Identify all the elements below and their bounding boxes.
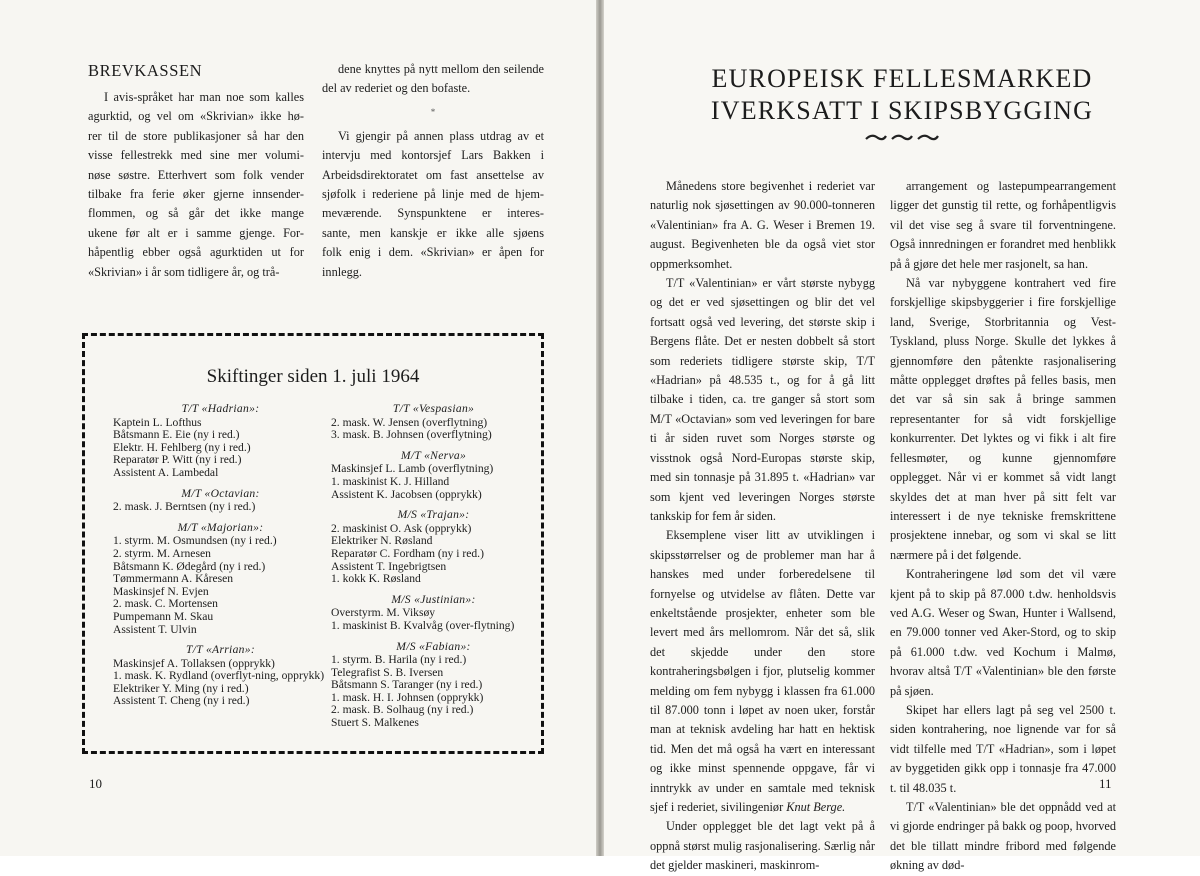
skiftinger-right-column: [331, 403, 536, 730]
crew-entry: 1. styrm. M. Osmundsen (ny i red.): [113, 534, 277, 548]
paragraph-text: Under opplegget ble det lagt vekt på å oppnå størst mulig rasjonalisering. Særlig når det gjelder maskineri, maskinrom-: [650, 819, 875, 873]
crew-entry: 2. styrm. M. Arnesen: [113, 546, 211, 560]
text-line: sante, men kanskje er ikke alle sjøens: [322, 225, 544, 240]
crew-entry: Kaptein L. Lofthus: [113, 415, 202, 429]
crew-entry: 1. maskinist K. J. Hilland: [331, 474, 450, 488]
crew-entry: Assistent K. Jacobsen (opprykk): [331, 487, 482, 501]
ornament-flourish: [604, 130, 1200, 149]
crew-entry: 3. mask. B. Johnsen (overflytning): [331, 428, 492, 442]
left-page: [0, 0, 596, 856]
paragraph-text: T/T «Valentinian» ble det oppnådd ved at vi gjorde endringer på bakk og poop, hvorved det ble tillatt mindre fribord med følgende økning av død-: [890, 800, 1116, 873]
brevkassen-heading: BREVKASSEN: [88, 61, 203, 80]
text-line: del av rederiet og den bofaste.: [322, 81, 471, 96]
crew-entry: Reparatør P. Witt (ny i red.): [113, 453, 242, 467]
text-line: I avis-språket har man noe som kalles: [104, 90, 304, 104]
author-name: Knut Berge.: [786, 800, 846, 814]
page-number-right: 11: [1099, 776, 1112, 791]
brevkassen-column-1: [88, 88, 304, 282]
text-line: dene knyttes på nytt mellom den seilende: [338, 62, 544, 76]
ship-name: M/T «Octavian:: [181, 486, 260, 500]
text-line: ukene før alt er i samme gjenge. For-: [88, 225, 304, 240]
text-line: rer til de store publikasjoner så har den: [88, 128, 304, 143]
ship-name: T/T «Arrian»:: [185, 643, 256, 657]
ship-name: M/T «Majorian»:: [177, 520, 264, 534]
paragraph-text: Skipet har ellers lagt på seg vel 2500 t. siden kontrahering, noe lignende var for så vidt tilfelle med T/T «Hadrian», som i løpet av byggetiden gikk opp i tonnasje fra 47.000 t. til 48.035 t.: [890, 702, 1116, 795]
skiftinger-left-column: [113, 403, 328, 708]
text-line: folk enig i dem. «Skrivian» er åpen for: [322, 245, 544, 260]
text-line: sjøfolk i rederiene på linje med de hjem-: [322, 187, 544, 202]
article-title: [604, 63, 1200, 127]
crew-entry: Assistent T. Ingebrigtsen: [331, 559, 447, 573]
crew-entry: Maskinsjef A. Tollaksen (opprykk): [113, 656, 275, 670]
crew-entry: Elektriker Y. Ming (ny i red.): [113, 681, 249, 695]
article-paragraph: [650, 177, 875, 274]
text-line: håpentlig ebber også agurktiden ut for: [88, 245, 304, 260]
article-paragraph: [890, 565, 1116, 701]
crew-entry: Reparatør C. Fordham (ny i red.): [331, 546, 484, 560]
ship-name: M/S «Trajan»:: [397, 508, 470, 522]
ship-name: M/S «Fabian»:: [396, 639, 471, 653]
article-paragraph: [650, 274, 875, 526]
crew-entry: Båtsmann E. Eie (ny i red.): [113, 428, 240, 442]
flourish-graphic: [864, 130, 940, 144]
article-paragraph: [890, 177, 1116, 274]
crew-entry: Maskinsjef N. Evjen: [113, 584, 209, 598]
paragraph-text: T/T «Valentinian» er vårt største nybygg og det er ved sjøsettingen og blir det vel fortsatt også ved levering, det største skip i Bergens flåte. Det er nesten dobbelt så stort som rederiets tidligere største skip, T/T «Hadrian» på 48.535 t., og for å gå litt tilbake i tiden, ca. tre ganger så stort som M/T «Octavian» som ved leveringen for bare ti år siden ruvet som Norges største og visstnok også Nord-Europas største skip, med sin tonnasje på 31.895 t. «Hadrian» var som kjent ved leveringen Norges største tankskip for fem år siden.: [650, 276, 875, 523]
crew-entry: 2. mask. C. Mortensen: [113, 597, 218, 611]
ship-name: T/T «Hadrian»:: [181, 402, 260, 415]
paragraph-text: arrangement og lastepumpearrangement ligger det gunstig til rette, og forhåpentligvis vil det vise seg å svare til forventningene. Også innredningen er forandret med henblikk på å gjøre det hele mer rasjonelt, sa han.: [890, 179, 1116, 271]
crew-entry: 1. maskinist B. Kvalvåg (over-flytning): [331, 618, 515, 632]
article-paragraph: [650, 817, 875, 875]
right-page: [604, 0, 1200, 873]
paragraph-text: Nå var nybyggene kontrahert ved fire forskjellige skipsbyggerier i fire forskjellige land, Sverige, Storbritannia og Vest-Tyskland, pluss Norge. Skulle det lykkes å gjennomføre den påtenkte rasjonalisering måtte opplegget drøftes på felles basis, men det var så sin sak å bringe sammen representanter for så vidt forskjellige konkurrenter. Det lyktes og vi fikk i alt fire fellesmøter, og kunne gjennomføre opplegget. Når vi er kommet så vidt langt skyldes det at man hver på sitt felt var interessert i de nye tekniske fremskrittene prosjektene innebar, og som vi skal se litt nærmere på i det følgende.: [890, 276, 1116, 562]
crew-entry: Stuert S. Malkenes: [331, 716, 419, 730]
crew-entry: 1. mask. K. Rydland (overflyt-ning, opprykk): [113, 669, 325, 683]
article-title-line-1: EUROPEISK FELLESMARKED: [711, 64, 1093, 93]
text-line: nøse søstre. Etterhvert som folk vender: [88, 167, 304, 182]
text-line: Vi gjengir på annen plass utdrag av et: [338, 128, 544, 143]
skiftinger-box: [82, 333, 544, 754]
crew-entry: Pumpemann M. Skau: [113, 609, 214, 623]
crew-entry: 1. mask. H. I. Johnsen (opprykk): [331, 690, 484, 704]
brevkassen-column-2: [322, 60, 544, 282]
crew-entry: Maskinsjef L. Lamb (overflytning): [331, 462, 494, 476]
article-title-line-2: IVERKSATT I SKIPSBYGGING: [710, 96, 1094, 125]
crew-entry: Elektriker N. Røsland: [331, 534, 433, 548]
text-line: tilbake fra ferie øker gjerne innsender-: [88, 187, 304, 202]
page-number-left: 10: [89, 776, 102, 791]
paragraph-text: Kontraheringene lød som det vil være kjent på to skip på 87.000 t.dw. henholdsvis ved A.G. Weser og Swan, Hunter i Wallsend, en 79.000 tonner ved Aker-Stord, og to skip på 61.000 t.dw. ved Kochum i Malmø, hvorav altså T/T «Valentinian» ble den første på sjøen.: [890, 567, 1116, 698]
ship-name: T/T «Vespasian»: [392, 402, 475, 415]
brevkassen-column-2-part-a: [322, 60, 544, 99]
crew-entry: 1. styrm. B. Harila (ny i red.): [331, 653, 467, 667]
article-column-1: [650, 177, 875, 876]
ship-name: M/T «Nerva»: [400, 448, 467, 462]
text-line: meværende. Synspunktene er interes-: [322, 206, 544, 221]
text-line: agurktid, og vel om «Skrivian» ikke hø-: [88, 109, 304, 124]
text-line: intervju med kontorsjef Lars Bakken i: [322, 148, 544, 163]
crew-entry: Tømmermann A. Kåresen: [113, 572, 234, 586]
article-column-2: [890, 177, 1116, 876]
brevkassen-column-2-part-b: [322, 127, 544, 282]
crew-entry: Elektr. H. Fehlberg (ny i red.): [113, 440, 251, 454]
crew-entry: 2. mask. B. Solhaug (ny i red.): [331, 703, 474, 717]
book-spine: [596, 0, 604, 856]
article-paragraph: [650, 526, 875, 817]
crew-entry: 2. mask. J. Berntsen (ny i red.): [113, 500, 256, 514]
crew-entry: Båtsmann K. Ødegård (ny i red.): [113, 559, 266, 573]
article-paragraph: [890, 701, 1116, 798]
text-line: Arbeidsdirektoratet om fast ansettelse av: [322, 167, 544, 182]
text-line: visse fellestrekk med sine mer volumi-: [88, 148, 304, 163]
paragraph-text: Eksemplene viser litt av utviklingen i skipsstørrelser og de problemer man har å hanskes med under forberedelsene til fornyelse og utvidelse av flåten. Dette var enkeltstående prosjekter, enheter som ble levert med års mellomrom. Når det så, slik det skjedde under den store kontraheringsbølgen i fjor, plutselig kommer melding om fem nybygg i klassen fra 61.000 til 87.000 tonn i løpet av noen uker, forstår man at teknisk avdeling har hatt en hektisk tid. Men det må også ha vært en interessant og ikke minst spennende oppgave, får vi inntrykk av under en samtale med teknisk sjef i rederiet, sivilingeniør: [650, 528, 875, 814]
article-paragraph: [890, 798, 1116, 876]
separator-star: *: [430, 106, 436, 117]
crew-entry: Båtsmann S. Taranger (ny i red.): [331, 678, 483, 692]
text-line: flommen, og så går det ikke mange: [88, 206, 304, 221]
crew-entry: Overstyrm. M. Viksøy: [331, 606, 436, 620]
crew-entry: Assistent T. Cheng (ny i red.): [113, 694, 250, 708]
crew-entry: Assistent T. Ulvin: [113, 622, 197, 636]
crew-entry: 2. mask. W. Jensen (overflytning): [331, 415, 488, 429]
skiftinger-title: Skiftinger siden 1. juli 1964: [206, 366, 420, 387]
crew-entry: 2. maskinist O. Ask (opprykk): [331, 521, 472, 535]
text-line: innlegg.: [322, 264, 362, 279]
crew-entry: Assistent A. Lambedal: [113, 465, 219, 479]
article-paragraph: [890, 274, 1116, 565]
text-line: «Skrivian» i år som tidligere år, og trå-: [88, 264, 280, 279]
paragraph-text: Månedens store begivenhet i rederiet var naturlig nok sjøsettingen av 90.000-tonneren «Valentinian» fra A. G. Weser i Bremen 19. august. Begivenheten ble da også viet stor oppmerksomhet.: [650, 179, 875, 271]
crew-entry: 1. kokk K. Røsland: [331, 572, 421, 586]
crew-entry: Telegrafist S. B. Iversen: [331, 665, 444, 679]
ship-name: M/S «Justinian»:: [391, 592, 476, 606]
